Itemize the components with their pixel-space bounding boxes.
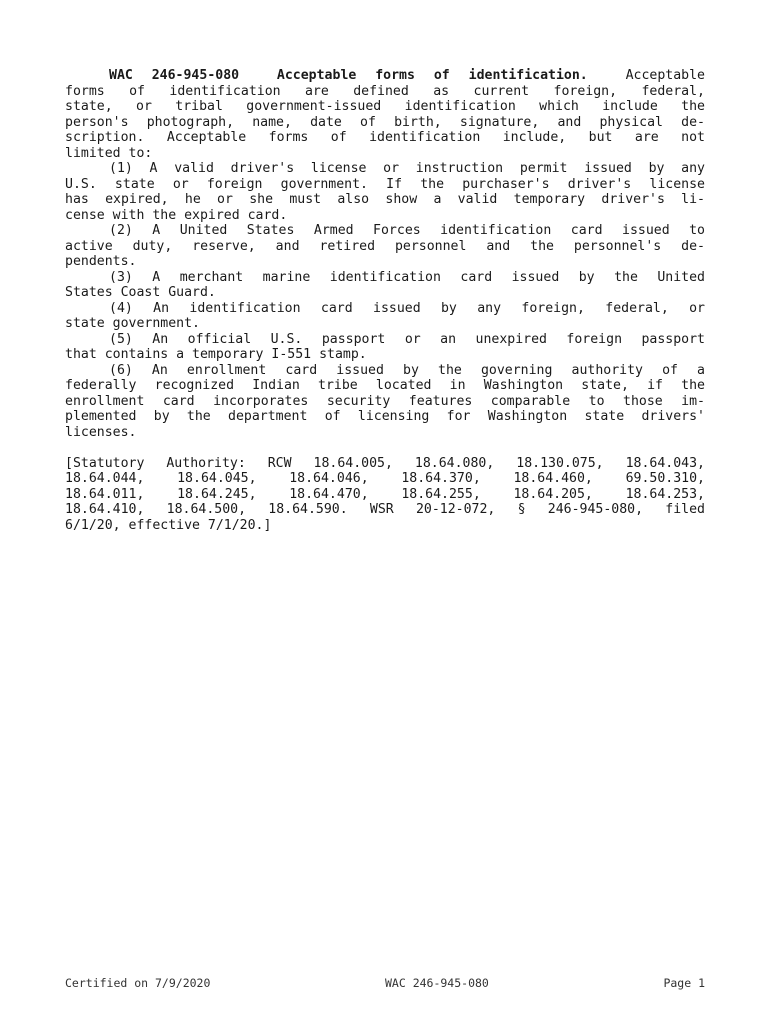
footer-section-number: WAC 246-945-080 (385, 976, 489, 990)
authority-line: 18.64.044, 18.64.045, 18.64.046, 18.64.370, 18.64.460, 69.50.310, (65, 471, 705, 486)
footer-page-number: Page 1 (663, 976, 705, 990)
intro-line: person's photograph, name, date of birth, signature, and physical de- (65, 114, 705, 130)
section-number: WAC 246-945-080 (109, 68, 240, 83)
document-body (65, 68, 705, 533)
item-1-line: has expired, he or she must also show a valid temporary driver's li- (65, 192, 705, 207)
intro-line: state, or tribal government-issued identification which include the (65, 99, 705, 114)
item-3-line: States Coast Guard. (65, 285, 216, 300)
item-2-line: active duty, reserve, and retired personnel and the personnel's de- (65, 238, 705, 254)
item-4-line: state government. (65, 316, 200, 331)
intro-line: scription. Acceptable forms of identification include, but are not (65, 130, 705, 145)
item-5-line: (5) An official U.S. passport or an unexpired foreign passport (109, 331, 705, 347)
intro-line: forms of identification are defined as current foreign, federal, (65, 83, 705, 99)
item-6-line: federally recognized Indian tribe located in Washington state, if the (65, 378, 705, 393)
item-6-line: enrollment card incorporates security features comparable to those im- (65, 393, 705, 409)
intro-line: limited to: (65, 145, 153, 161)
authority-line: [Statutory Authority: RCW 18.64.005, 18.64.080, 18.130.075, 18.64.043, (65, 455, 705, 471)
authority-line: 6/1/20, effective 7/1/20.] (65, 517, 272, 533)
item-6-line: licenses. (65, 424, 137, 440)
section-title: Acceptable forms of identification. (276, 68, 588, 83)
section-heading-line (65, 68, 705, 84)
authority-line: 18.64.011, 18.64.245, 18.64.470, 18.64.255, 18.64.205, 18.64.253, (65, 486, 705, 502)
paragraph-gap (65, 440, 705, 456)
intro-line: Acceptable (625, 68, 705, 83)
item-1-line: cense with the expired card. (65, 207, 288, 223)
item-3-line: (3) A merchant marine identification card issued by the United (109, 269, 705, 285)
authority-line: 18.64.410, 18.64.500, 18.64.590. WSR 20-12-072, § 246-945-080, filed (65, 502, 705, 517)
item-2-line: pendents. (65, 254, 137, 269)
item-2-line: (2) A United States Armed Forces identification card issued to (109, 223, 705, 238)
item-6-line: (6) An enrollment card issued by the governing authority of a (109, 362, 705, 378)
item-1-line: (1) A valid driver's license or instruction permit issued by any (109, 161, 705, 176)
item-1-line: U.S. state or foreign government. If the purchaser's driver's license (65, 176, 705, 192)
item-4-line: (4) An identification card issued by any foreign, federal, or (109, 300, 705, 316)
footer-certified-date: Certified on 7/9/2020 (65, 976, 211, 990)
item-5-line: that contains a temporary I-551 stamp. (65, 347, 367, 362)
item-6-line: plemented by the department of licensing for Washington state drivers' (65, 409, 705, 424)
page-footer (65, 976, 705, 990)
